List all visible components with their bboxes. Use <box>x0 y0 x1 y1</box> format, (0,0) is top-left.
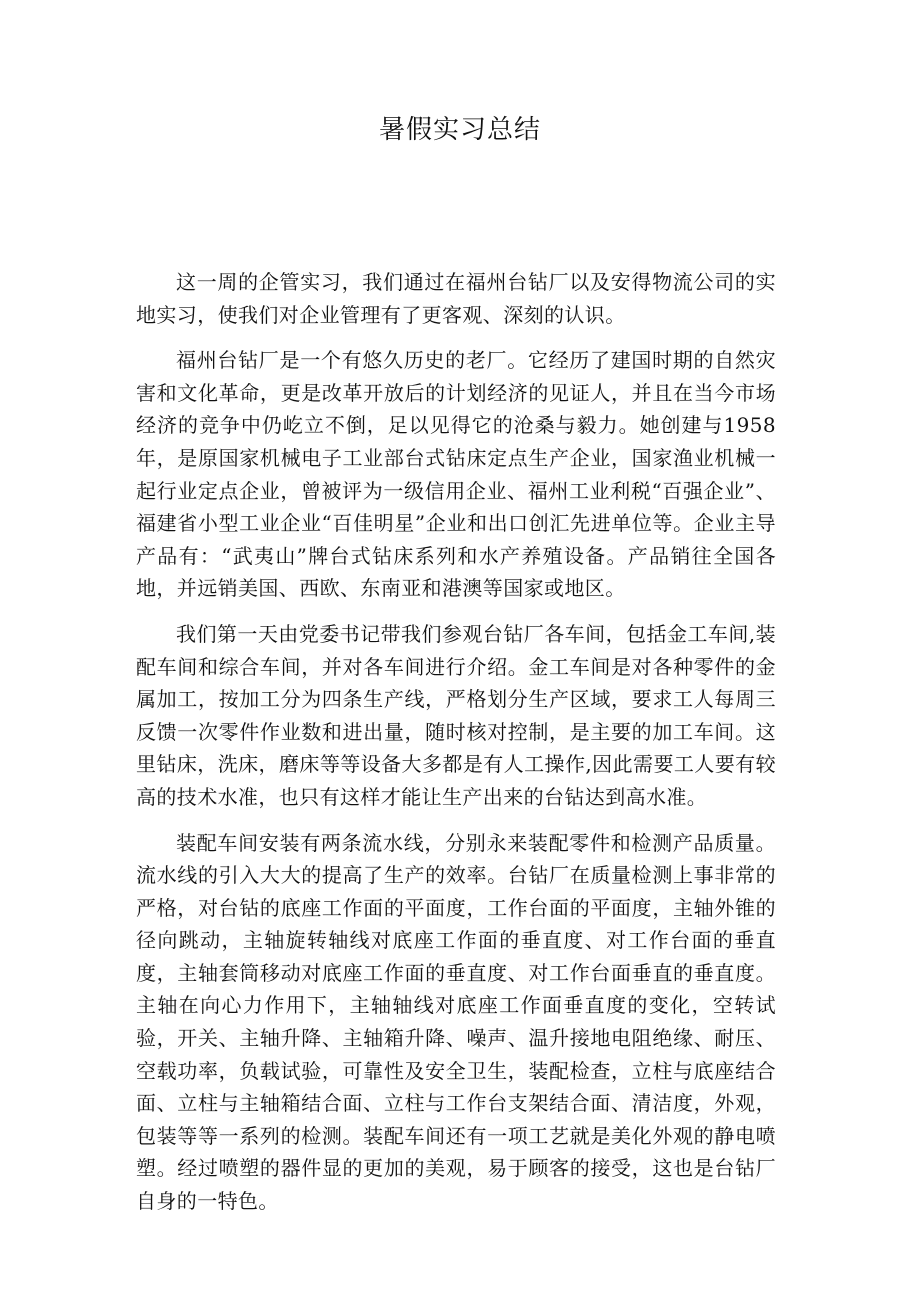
document-title: 暑假实习总结 <box>378 115 541 145</box>
paragraph-2: 福州台钻厂是一个有悠久历史的老厂。它经历了建国时期的自然灾害和文化革命，更是改革开放后的计划经济的见证人，并且在当今市场经济的竞争中仍屹立不倒，足以见得它的沧桑与毅力。她创建与1958年，是原国家机械电子工业部台式钻床定点生产企业，国家渔业机械一起行业定点企业，曾被评为一级信用企业、福州工业利税“百强企业”、福建省小型工业企业“百佳明星”企业和出口创汇先进单位等。企业主导产品有：“武夷山”牌台式钻床系列和水产养殖设备。产品销往全国各地，并远销美国、西欧、东南亚和港澳等国家或地区。 <box>136 348 776 601</box>
paragraph-3: 我们第一天由党委书记带我们参观台钻厂各车间，包括金工车间,装配车间和综合车间，并对各车间进行介绍。金工车间是对各种零件的金属加工，按加工分为四条生产线，严格划分生产区域，要求工人每周三反馈一次零件作业数和进出量，随时核对控制，是主要的加工车间。这里钻床，洗床，磨床等等设备大多都是有人工操作,因此需要工人要有较高的技术水准，也只有这样才能让生产出来的台钻达到高水准。 <box>136 621 776 809</box>
paragraph-4: 装配车间安装有两条流水线，分别永来装配零件和检测产品质量。流水线的引入大大的提高了生产的效率。台钻厂在质量检测上事非常的严格，对台钻的底座工作面的平面度，工作台面的平面度，主轴外锥的径向跳动，主轴旋转轴线对底座工作面的垂直度、对工作台面的垂直度，主轴套筒移动对底座工作面的垂直度、对工作台面垂直的垂直度。主轴在向心力作用下，主轴轴线对底座工作面垂直度的变化，空转试验，开关、主轴升降、主轴箱升降、噪声、温升接地电阻绝缘、耐压、空载功率，负载试验，可靠性及安全卫生，装配检查，立柱与底座结合面、立柱与主轴箱结合面、立柱与工作台支架结合面、清洁度，外观，包装等等一系列的检测。装配车间还有一项工艺就是美化外观的静电喷塑。经过喷塑的器件显的更加的美观，易于顾客的接受，这也是台钻厂自身的一特色。 <box>136 830 776 1214</box>
document-body <box>136 266 776 1231</box>
paragraph-1: 这一周的企管实习，我们通过在福州台钻厂以及安得物流公司的实地实习，使我们对企业管理有了更客观、深刻的认识。 <box>136 270 776 327</box>
